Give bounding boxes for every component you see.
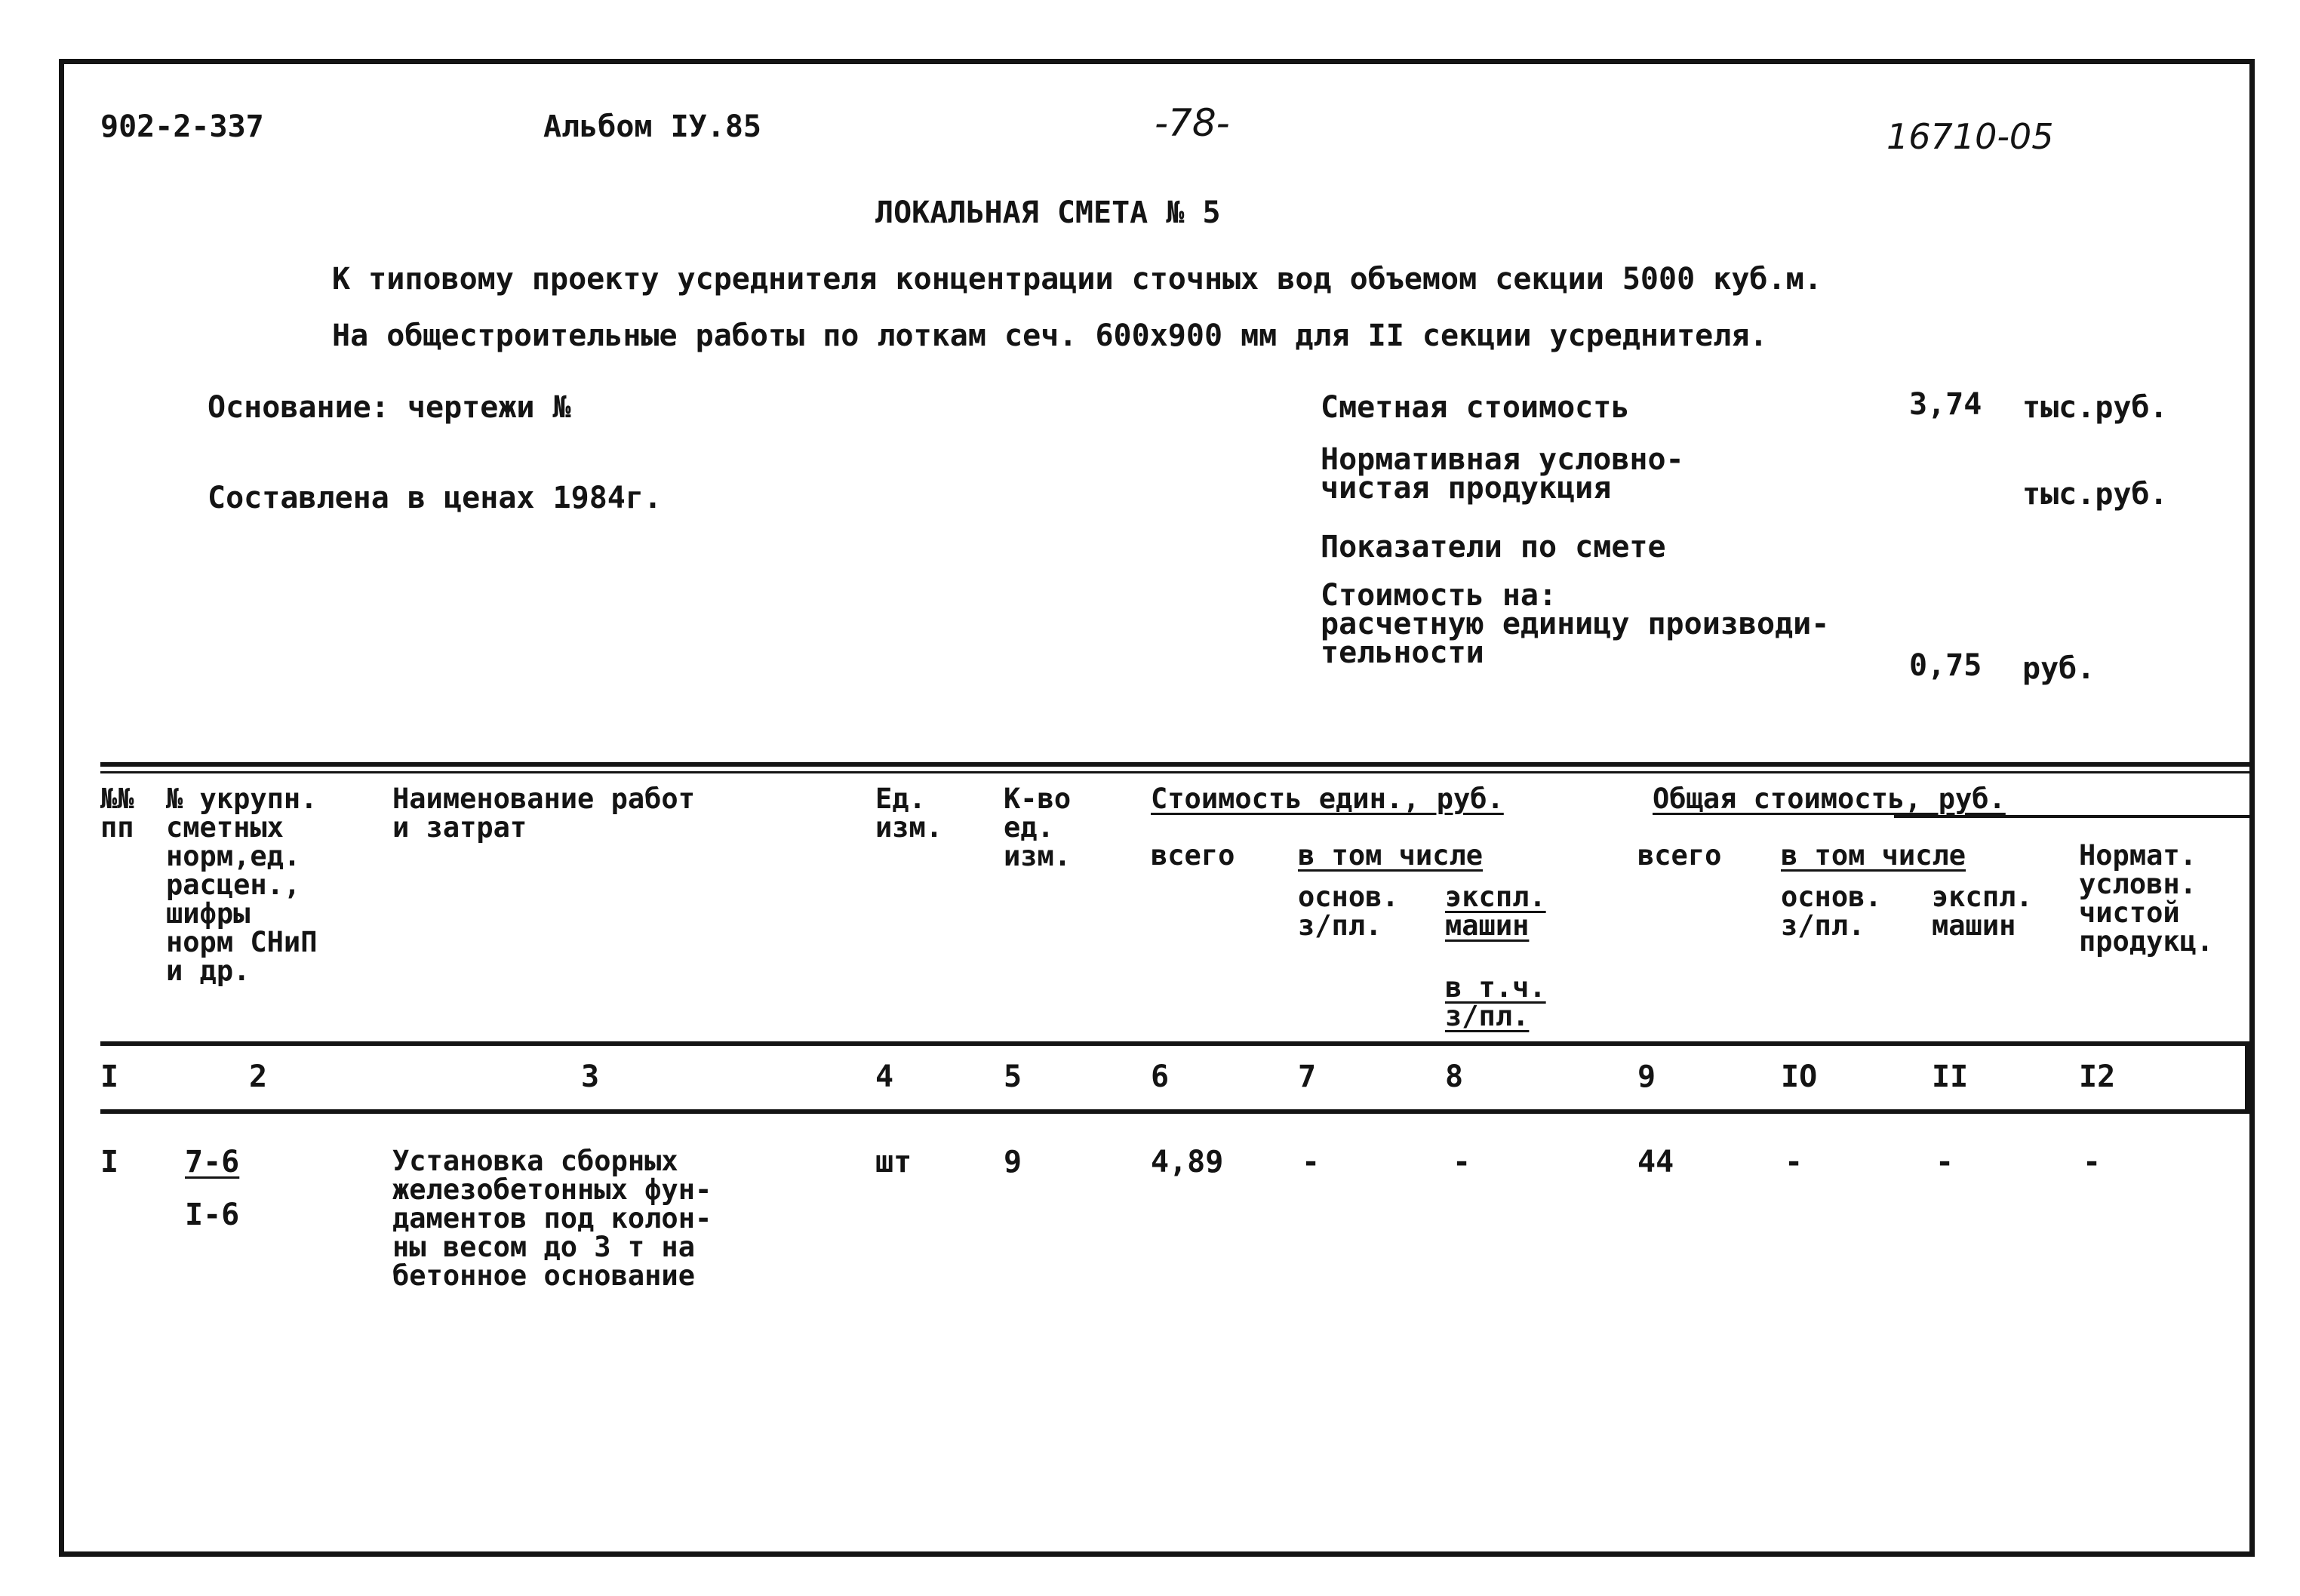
column-number: 3: [581, 1059, 600, 1094]
normative-label: Нормативная условно- чистая продукция: [1321, 442, 1684, 506]
column-number: II: [1932, 1059, 1969, 1094]
basis-text: Основание: чертежи №: [208, 390, 571, 425]
row-unit: шт: [875, 1145, 912, 1179]
header-unit-incl: в том числе: [1298, 839, 1484, 872]
header-unit-machines: экспл. машин: [1445, 881, 1546, 942]
header-total-machines: экспл. машин: [1932, 881, 2033, 942]
header-total-wage: основ. з/пл.: [1781, 881, 1882, 942]
cost-per-label: Стоимость на: расчетную единицу производи- тельности: [1321, 578, 1830, 670]
table-top-rule-inner: [100, 771, 2255, 773]
table-top-rule: [100, 762, 2255, 767]
row-code-bottom: I-6: [185, 1198, 240, 1232]
column-number: 2: [249, 1059, 268, 1094]
header-num: №№ пп: [100, 783, 134, 844]
doc-code: 902-2-337: [100, 109, 264, 144]
column-number: 7: [1298, 1059, 1317, 1094]
column-number: I2: [2079, 1059, 2116, 1094]
prices-text: Составлена в ценах 1984г.: [208, 481, 663, 515]
header-unit-total: всего: [1151, 839, 1235, 872]
column-number: I: [100, 1059, 119, 1094]
row-normative: -: [2083, 1145, 2102, 1179]
header-total-cost-group: Общая стоимость, руб.: [1653, 783, 2006, 815]
handwritten-code: 16710-05: [1886, 116, 2054, 157]
row-total-wage: -: [1785, 1145, 1803, 1179]
cost-per-value: 0,75: [1909, 648, 1982, 683]
column-number: 9: [1637, 1059, 1656, 1094]
row-unit-wage: -: [1302, 1145, 1321, 1179]
indicators-label: Показатели по смете: [1321, 530, 1666, 564]
row-quantity: 9: [1004, 1145, 1022, 1179]
header-unit-wage: основ. з/пл.: [1298, 881, 1399, 942]
row-unit-machines: -: [1453, 1145, 1471, 1179]
column-number: IO: [1781, 1059, 1818, 1094]
column-numbers-rule: [100, 1109, 2255, 1114]
header-work-name: Наименование работ и затрат: [392, 783, 695, 844]
row-total: 44: [1637, 1145, 1674, 1179]
column-number: 5: [1004, 1059, 1022, 1094]
estimated-cost-label: Сметная стоимость: [1321, 390, 1630, 425]
cost-per-unit: руб.: [2022, 651, 2096, 686]
header-unit-cost-group: Стоимость един., руб.: [1151, 783, 1504, 815]
header-bottom-rule: [100, 1041, 2255, 1046]
header-total-incl: в том числе: [1781, 839, 1966, 872]
album-label: Альбом IУ.85: [543, 109, 761, 144]
normative-unit: тыс.руб.: [2022, 477, 2168, 512]
header-norm-code: № укрупн. сметных норм,ед. расцен., шифры норм СНиП и др.: [166, 783, 318, 987]
document-title: ЛОКАЛЬНАЯ СМЕТА № 5: [875, 195, 1221, 230]
header-quantity: К-во ед. изм.: [1004, 783, 1072, 872]
estimated-cost-unit: тыс.руб.: [2022, 390, 2168, 425]
row-number: I: [100, 1145, 119, 1179]
subtitle-line-1: К типовому проекту усреднителя концентрации сточных вод объемом секции 5000 куб.м.: [332, 262, 1822, 297]
row-work-name: Установка сборных железобетонных фун- даментов под колон- ны весом до 3 т на бетонное основание: [392, 1145, 712, 1292]
estimated-cost-value: 3,74: [1909, 387, 1982, 422]
row-total-machines: -: [1936, 1145, 1954, 1179]
column-numbers-right-edge: [2245, 1041, 2251, 1114]
column-number: 8: [1445, 1059, 1464, 1094]
subtitle-line-2: На общестроительные работы по лоткам сеч. 600х900 мм для II секции усреднителя.: [332, 318, 1768, 353]
header-total: всего: [1637, 839, 1722, 872]
table-partial-rule: [1894, 815, 2255, 818]
header-unit-machines-wage: в т.ч. з/пл.: [1445, 971, 1546, 1032]
header-normative-products: Нормат. условн. чистой продукц.: [2079, 839, 2214, 958]
column-number: 4: [875, 1059, 894, 1094]
header-unit: Ед. изм.: [875, 783, 943, 844]
column-number: 6: [1151, 1059, 1170, 1094]
page-number: -78-: [1155, 101, 1230, 145]
row-code-top: 7-6: [185, 1145, 240, 1179]
row-unit-total: 4,89: [1151, 1145, 1224, 1179]
